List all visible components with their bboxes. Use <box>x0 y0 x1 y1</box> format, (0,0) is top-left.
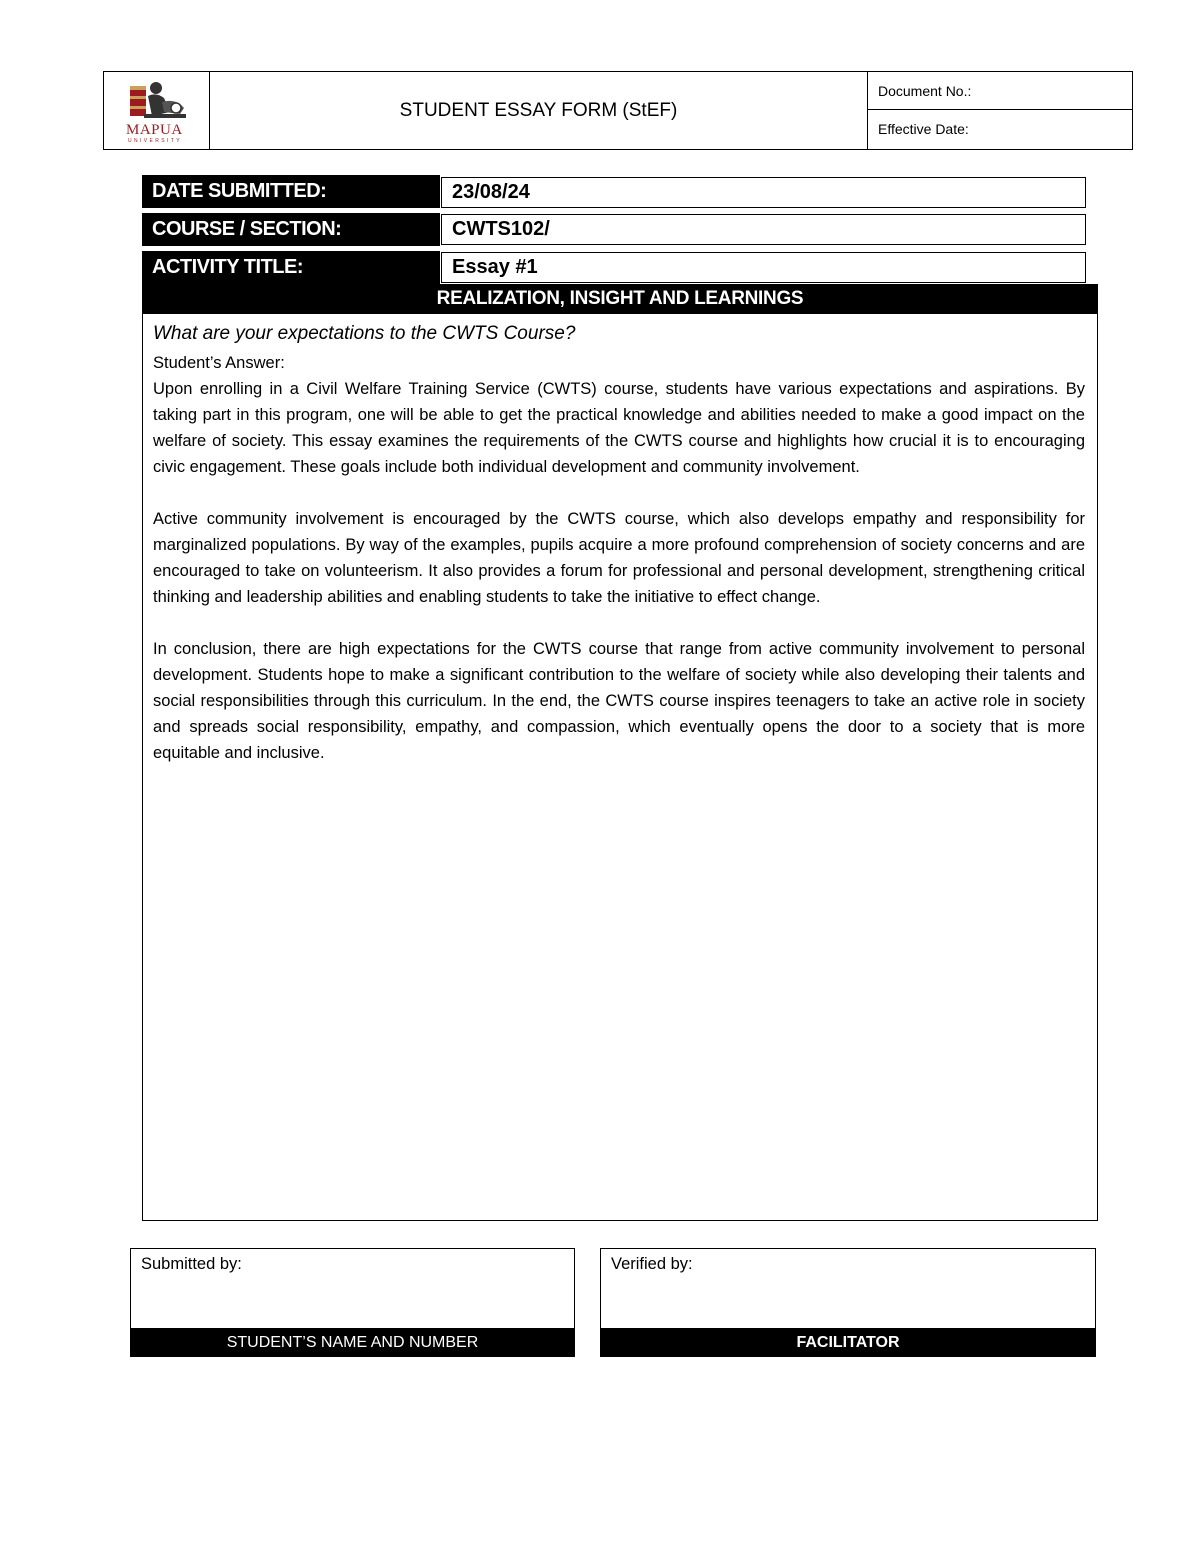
effective-date-label: Effective Date: <box>878 121 969 137</box>
course-section-label: COURSE / SECTION: <box>142 213 440 246</box>
document-no-label: Document No.: <box>868 72 1132 110</box>
student-name-footer: STUDENT’S NAME AND NUMBER <box>130 1328 575 1357</box>
date-submitted-value: 23/08/24 <box>441 177 1086 208</box>
document-meta <box>868 72 1132 149</box>
form-title: STUDENT ESSAY FORM (StEF) <box>210 72 868 149</box>
essay-paragraph-1: Upon enrolling in a Civil Welfare Training Service (CWTS) course, students have various expectations and aspirations. By taking part in this program, one will be able to get the practical knowledge and abilities needed to make a good impact on the welfare of society. This essay examines the requirements of the CWTS course and highlights how crucial it is to encouraging civic engagement. These goals include both individual development and community involvement. <box>153 380 1085 476</box>
course-section-value: CWTS102/ <box>441 214 1086 245</box>
logo-cell <box>104 72 210 149</box>
essay-question: What are your expectations to the CWTS Course? <box>153 323 576 344</box>
answer-label: Student’s Answer: <box>153 354 285 372</box>
essay-paragraph-3: In conclusion, there are high expectations for the CWTS course that range from active community involvement to personal development. Students hope to make a significant contribution to the welfare of society while also developing their talents and social responsibilities through this curriculum. In the end, the CWTS course inspires teenagers to take an active role in society and spreads social responsibility, empathy, and compassion, which eventually opens the door to a society that is more equitable and inclusive. <box>153 640 1085 762</box>
essay-box <box>142 313 1098 1221</box>
form-header <box>103 71 1133 150</box>
logo-subtext: UNIVERSITY <box>128 138 183 144</box>
logo-wordmark: MAPUA <box>126 122 183 138</box>
essay-paragraph-2: Active community involvement is encouraged by the CWTS course, which also develops empathy and responsibility for marginalized populations. By way of the examples, pupils acquire a more profound comprehension of society concerns and are encouraged to take on volunteerism. It also provides a forum for professional and personal development, strengthening critical thinking and leadership abilities and enabling students to take the initiative to effect change. <box>153 510 1085 606</box>
facilitator-footer: FACILITATOR <box>600 1328 1096 1357</box>
verified-by-box <box>600 1248 1096 1357</box>
submitted-by-box <box>130 1248 575 1357</box>
verified-by-label: Verified by: <box>611 1255 693 1273</box>
section-heading: REALIZATION, INSIGHT AND LEARNINGS <box>142 284 1098 314</box>
date-submitted-label: DATE SUBMITTED: <box>142 175 440 208</box>
mapua-logo-icon <box>104 72 208 148</box>
activity-title-label: ACTIVITY TITLE: <box>142 251 440 284</box>
activity-title-value: Essay #1 <box>441 252 1086 283</box>
submitted-by-label: Submitted by: <box>141 1255 242 1273</box>
